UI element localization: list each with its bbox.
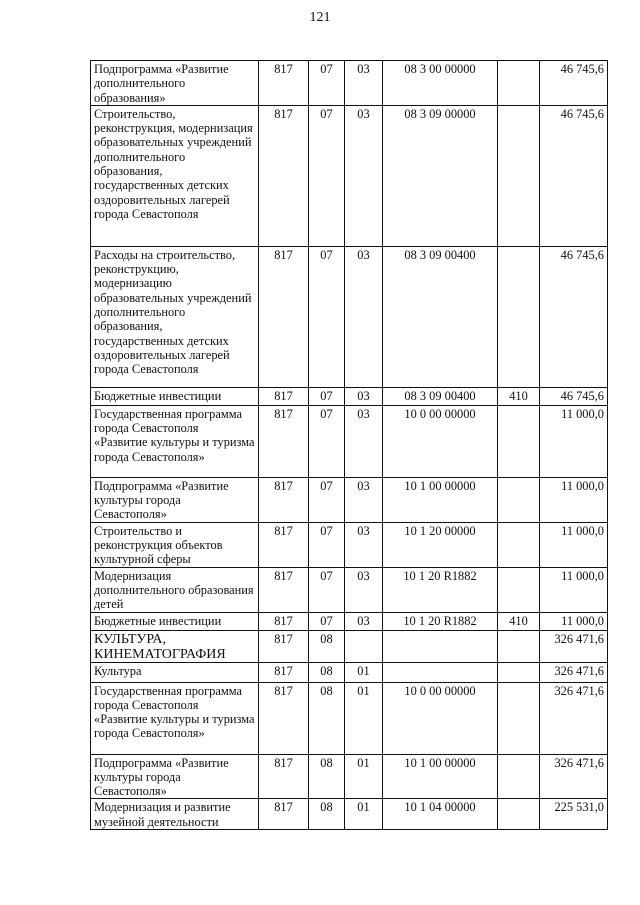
- target-item-code: 08 3 09 00000: [383, 105, 498, 246]
- table-row: [91, 61, 608, 106]
- amount-value: 46 745,6: [540, 105, 608, 246]
- table-row: [91, 567, 608, 612]
- target-item-code: [383, 662, 498, 682]
- table-row: [91, 662, 608, 682]
- page-number: 121: [309, 10, 331, 25]
- dept-code: 817: [259, 522, 309, 567]
- expense-type-code: [498, 246, 540, 387]
- table-row: [91, 246, 608, 387]
- target-item-code: 10 1 00 00000: [383, 477, 498, 522]
- section-code: 07: [309, 405, 345, 477]
- expense-type-code: [498, 799, 540, 830]
- amount-value: 11 000,0: [540, 477, 608, 522]
- subsection-code: 03: [345, 567, 383, 612]
- subsection-code: 03: [345, 61, 383, 106]
- section-code: 07: [309, 105, 345, 246]
- dept-code: 817: [259, 405, 309, 477]
- dept-code: 817: [259, 567, 309, 612]
- expense-type-code: [498, 630, 540, 662]
- expense-type-code: [498, 522, 540, 567]
- target-item-code: 08 3 00 00000: [383, 61, 498, 106]
- amount-value: 326 471,6: [540, 682, 608, 754]
- row-name: Бюджетные инвестиции: [91, 612, 259, 630]
- dept-code: 817: [259, 105, 309, 246]
- target-item-code: 08 3 09 00400: [383, 246, 498, 387]
- amount-value: 11 000,0: [540, 405, 608, 477]
- target-item-code: 10 0 00 00000: [383, 405, 498, 477]
- amount-value: 46 745,6: [540, 246, 608, 387]
- row-name: Подпрограмма «Развитие культуры города Севастополя»: [91, 477, 259, 522]
- amount-value: 11 000,0: [540, 522, 608, 567]
- section-code: 07: [309, 477, 345, 522]
- subsection-code: 01: [345, 682, 383, 754]
- row-name: Подпрограмма «Развитие дополнительного образования»: [91, 61, 259, 106]
- row-name: Строительство, реконструкция, модернизация образовательных учреждений дополнительного образования, государственных детских оздоровительных лагерей города Севастополя: [91, 105, 259, 246]
- expense-type-code: [498, 61, 540, 106]
- table-row: [91, 630, 608, 662]
- row-name: Государственная программа города Севастополя «Развитие культуры и туризма города Севастополя»: [91, 405, 259, 477]
- row-name: Модернизация дополнительного образования детей: [91, 567, 259, 612]
- amount-value: 46 745,6: [540, 387, 608, 405]
- dept-code: 817: [259, 754, 309, 799]
- section-code: 07: [309, 612, 345, 630]
- table-row: [91, 799, 608, 830]
- subsection-code: 03: [345, 522, 383, 567]
- dept-code: 817: [259, 477, 309, 522]
- section-code: 07: [309, 246, 345, 387]
- row-name: Модернизация и развитие музейной деятельности: [91, 799, 259, 830]
- section-code: 08: [309, 682, 345, 754]
- target-item-code: 10 1 20 R1882: [383, 567, 498, 612]
- amount-value: 11 000,0: [540, 612, 608, 630]
- expense-type-code: [498, 682, 540, 754]
- section-code: 08: [309, 754, 345, 799]
- row-name: Бюджетные инвестиции: [91, 387, 259, 405]
- expense-type-code: [498, 662, 540, 682]
- dept-code: 817: [259, 799, 309, 830]
- target-item-code: 08 3 09 00400: [383, 387, 498, 405]
- amount-value: 11 000,0: [540, 567, 608, 612]
- amount-value: 326 471,6: [540, 754, 608, 799]
- section-code: 07: [309, 567, 345, 612]
- section-code: 07: [309, 387, 345, 405]
- dept-code: 817: [259, 682, 309, 754]
- table-row: [91, 477, 608, 522]
- subsection-code: 03: [345, 246, 383, 387]
- expense-type-code: [498, 105, 540, 246]
- subsection-code: 03: [345, 105, 383, 246]
- table-row: [91, 682, 608, 754]
- amount-value: 225 531,0: [540, 799, 608, 830]
- expense-type-code: 410: [498, 387, 540, 405]
- section-code: 07: [309, 61, 345, 106]
- dept-code: 817: [259, 630, 309, 662]
- subsection-code: [345, 630, 383, 662]
- table-row: [91, 105, 608, 246]
- section-code: 08: [309, 799, 345, 830]
- expense-type-code: [498, 567, 540, 612]
- dept-code: 817: [259, 61, 309, 106]
- target-item-code: 10 1 20 00000: [383, 522, 498, 567]
- table-row: [91, 754, 608, 799]
- expense-type-code: 410: [498, 612, 540, 630]
- row-name: Подпрограмма «Развитие культуры города Севастополя»: [91, 754, 259, 799]
- target-item-code: 10 0 00 00000: [383, 682, 498, 754]
- expense-type-code: [498, 405, 540, 477]
- subsection-code: 03: [345, 405, 383, 477]
- target-item-code: 10 1 20 R1882: [383, 612, 498, 630]
- row-name: Расходы на строительство, реконструкцию, модернизацию образовательных учреждений дополнительного образования, государственных детских оздоровительных лагерей города Севастополя: [91, 246, 259, 387]
- row-name: Культура: [91, 662, 259, 682]
- section-code: 07: [309, 522, 345, 567]
- row-name: КУЛЬТУРА, КИНЕМАТОГРАФИЯ: [91, 630, 259, 662]
- amount-value: 326 471,6: [540, 630, 608, 662]
- subsection-code: 01: [345, 799, 383, 830]
- section-code: 08: [309, 630, 345, 662]
- table-row: [91, 405, 608, 477]
- row-name: Строительство и реконструкция объектов культурной сферы: [91, 522, 259, 567]
- target-item-code: 10 1 00 00000: [383, 754, 498, 799]
- budget-table: [90, 60, 608, 830]
- subsection-code: 01: [345, 662, 383, 682]
- section-code: 08: [309, 662, 345, 682]
- dept-code: 817: [259, 387, 309, 405]
- subsection-code: 01: [345, 754, 383, 799]
- subsection-code: 03: [345, 387, 383, 405]
- table-row: [91, 522, 608, 567]
- row-name: Государственная программа города Севастополя «Развитие культуры и туризма города Севастополя»: [91, 682, 259, 754]
- table-row: [91, 612, 608, 630]
- amount-value: 326 471,6: [540, 662, 608, 682]
- target-item-code: 10 1 04 00000: [383, 799, 498, 830]
- target-item-code: [383, 630, 498, 662]
- dept-code: 817: [259, 246, 309, 387]
- expense-type-code: [498, 477, 540, 522]
- expense-type-code: [498, 754, 540, 799]
- dept-code: 817: [259, 662, 309, 682]
- table-row: [91, 387, 608, 405]
- dept-code: 817: [259, 612, 309, 630]
- budget-table-body: [91, 61, 608, 830]
- subsection-code: 03: [345, 477, 383, 522]
- amount-value: 46 745,6: [540, 61, 608, 106]
- subsection-code: 03: [345, 612, 383, 630]
